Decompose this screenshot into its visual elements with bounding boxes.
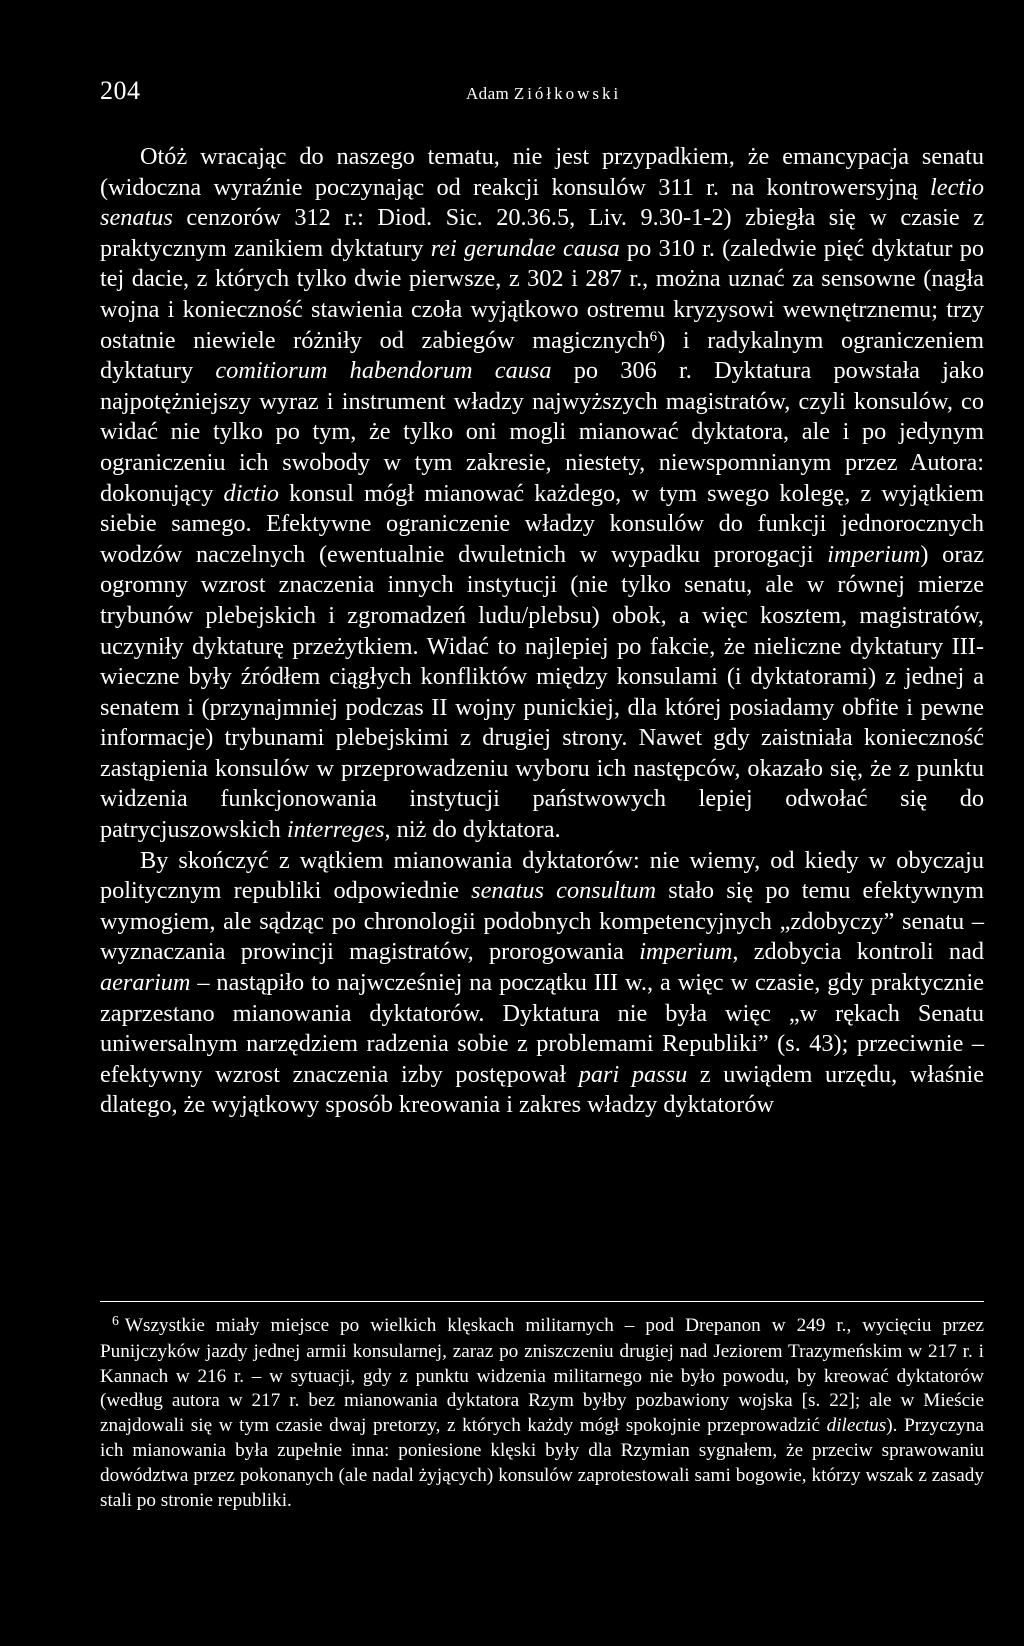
text-run: Wszystkie miały miejsce po wielkich klęskach militarnych – pod Drepanon w 249 r., wycięciu przez Punijczyków jazdy jednej armii konsularnej, zaraz po zniszczeniu drugiej nad Jeziorem Trazymeńskim w 217 r. i Kannach w 216 r. – w sytuacji, gdy z punktu widzenia militarnego nie było powodu, by kreować dyktatorów (według autora w 217 r. bez mianowania dyktatora Rzym byłby pozbawiony wojska [s. 22]; ale w Mieście znajdowali się w tym czasie dwaj pretorzy, z których każdy mógł spokojnie przeprowadzić xyxy=(100,1315,984,1437)
document-page xyxy=(100,0,984,1646)
footnote-6 xyxy=(100,1314,984,1513)
footnote-divider xyxy=(100,1301,984,1302)
text-run: cenzorów 312 r.: Diod. Sic. 20.36.5, Liv. 9.30-1-2) zbiegła się w czasie z praktycznym zanikiem dyktatury xyxy=(100,204,984,262)
italic-term: pari passu xyxy=(578,1060,688,1088)
body-text xyxy=(100,142,984,1121)
author-first-name: Adam xyxy=(466,84,510,103)
italic-term: dictio xyxy=(223,479,279,507)
text-run: Otóż wracając do naszego tematu, nie jest przypadkiem, że emancypacja senatu (widoczna wyraźnie poczynając od reakcji konsulów 311 r. na kontrowersyjną xyxy=(100,143,984,201)
footnotes xyxy=(100,1314,984,1513)
italic-term: imperium xyxy=(827,540,921,568)
author-last-name: Ziółkowski xyxy=(513,84,622,103)
text-run: , niż do dyktatora. xyxy=(384,816,561,844)
text-run: ) oraz ogromny wzrost znaczenia innych instytucji (nie tylko senatu, ale w równej mierze trybunów plebejskich i zgromadzeń ludu/plebsu) obok, a więc kosztem, magistratów, uczyniły dyktaturę przeżytkiem. Widać to najlepiej po fakcie, że nieliczne dyktatury III-wieczne były źródłem ciągłych konfliktów między konsulami (i dyktatorami) z jednej a senatem i (przynajmniej podczas II wojny punickiej, dla której posiadamy obfite i pewne informacje) trybunami plebejskimi z drugiej strony. Nawet gdy zaistniała konieczność zastąpienia konsulów w przeprowadzeniu wyboru ich następców, okazało się, że z punktu widzenia funkcjonowania instytucji państwowych lepiej odwołać się do patrycjuszowskich xyxy=(100,540,984,844)
text-run: po 310 r. (zaledwie pięć dyktatur po tej dacie, z których tylko dwie pierwsze, z 302 i 287 r., można uznać za sensowne (nagła wojna i konieczność stawienia czoła wyjątkowo ostremu kryzysowi wewnętrznemu; trzy ostatnie niewiele różniły od zabiegów magicznych xyxy=(100,234,984,354)
text-run: konsul mógł mianować każdego, w tym swego kolegę, z wyjątkiem siebie samego. Efektywne ograniczenie władzy konsulów do funkcji jednorocznych wodzów naczelnych (ewentualnie dwuletnich w wypadku prorogacji xyxy=(100,479,984,568)
text-run: ) i radykalnym ograniczeniem dyktatury xyxy=(100,326,984,385)
text-run: z uwiądem urzędu, właśnie dlatego, że wyjątkowy sposób kreowania i zakres władzy dyktatorów xyxy=(100,1060,984,1119)
italic-term: comitiorum habendorum causa xyxy=(215,357,552,385)
italic-term: aerarium xyxy=(100,969,191,997)
italic-term: lectio senatus xyxy=(100,173,984,232)
footnote-reference[interactable]: 6 xyxy=(649,328,658,345)
text-run: – nastąpiło to najwcześniej na początku III w., a więc w czasie, gdy praktycznie zaprzestano mianowania dyktatorów. Dyktatura nie była więc „w rękach Senatu uniwersalnym narzędziem radzenia sobie z problemami Republiki” (s. 43); przeciwnie – efektywny wzrost znaczenia izby postępował xyxy=(100,969,984,1088)
text-run: By skończyć z wątkiem mianowania dyktatorów: nie wiemy, od kiedy w obyczaju politycznym republiki odpowiednie xyxy=(100,846,984,905)
italic-term: rei gerundae causa xyxy=(430,234,620,262)
text-run: , zdobycia kontroli nad xyxy=(732,938,985,966)
footnote-mark: 6 xyxy=(112,1313,119,1329)
text-run: ). Przyczyna ich mianowania była zupełnie inna: poniesione klęski były dla Rzymian sygnałem, że przeciw sprawowaniu dowództwa przez pokonanych (ale nadal żyjących) konsulów zaprotestowali sami bogowie, którzy wszak z zasady stali po stronie republiki. xyxy=(100,1415,984,1511)
paragraph-1 xyxy=(100,142,984,846)
page-number: 204 xyxy=(100,76,141,105)
italic-term: dilectus xyxy=(826,1415,887,1437)
page-header xyxy=(100,76,984,116)
running-head-author xyxy=(466,84,621,104)
text-run: po 306 r. Dyktatura powstała jako najpotężniejszy wyraz i instrument władzy najwyższych magistratów, czyli konsulów, co widać nie tylko po tym, że tylko oni mogli mianować dyktatora, ale i po jedynym ograniczeniu ich swobody w tym zakresie, niestety, niewspomnianym przez Autora: dokonujący xyxy=(100,357,984,507)
italic-term: interreges xyxy=(286,816,385,844)
italic-term: imperium xyxy=(639,938,733,966)
italic-term: senatus consultum xyxy=(471,877,657,905)
text-run: stało się po temu efektywnym wymogiem, ale sądząc po chronologii podobnych kompetencyjnych „zdobyczy” senatu – wyznaczania prowincji magistratów, prorogowania xyxy=(100,877,984,966)
paragraph-2 xyxy=(100,846,984,1121)
